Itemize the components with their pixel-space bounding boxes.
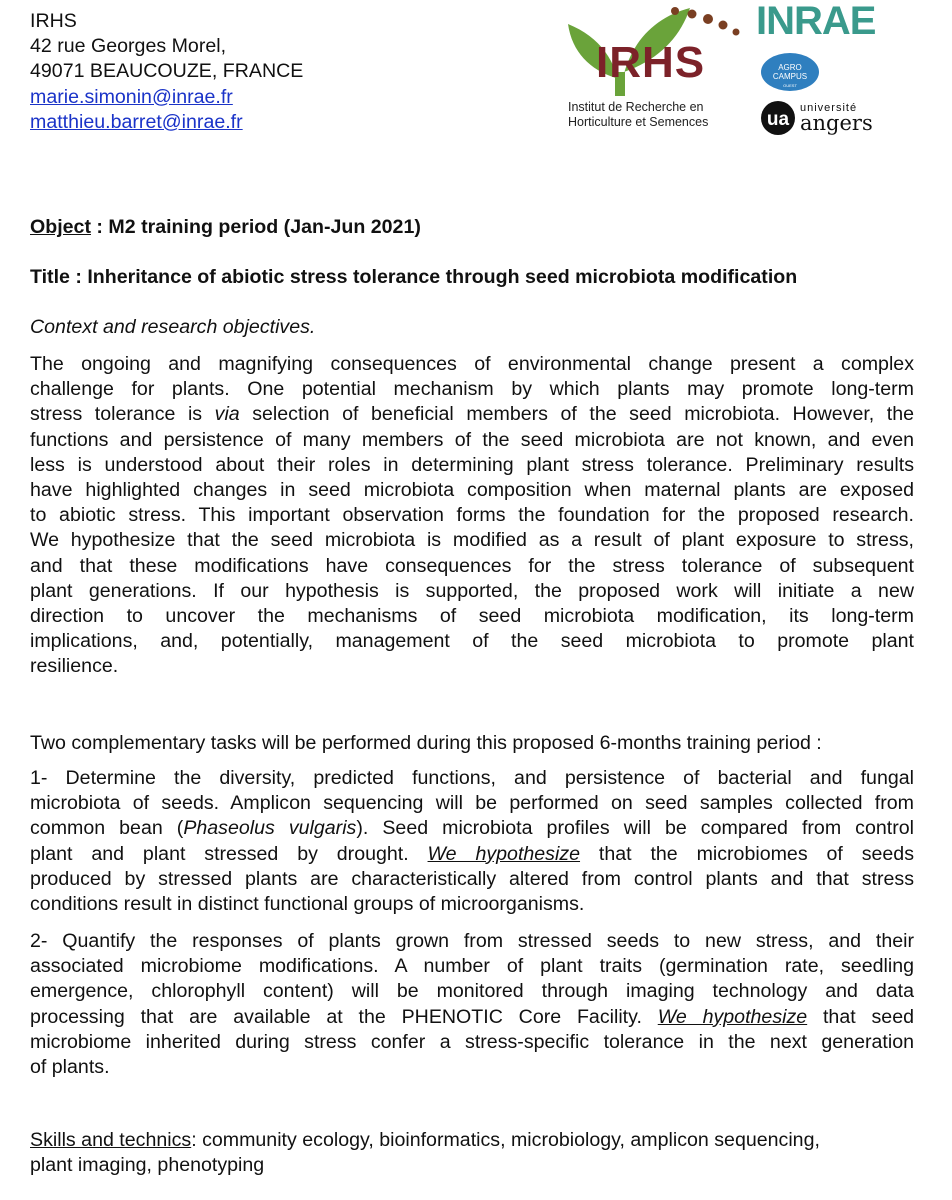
task2-line: of plants. [30, 1056, 110, 1079]
task1-line: microbiota of seeds. Amplicon sequencing will be performed on seed samples collected from [30, 792, 914, 815]
inrae-logo: INRAE [756, 0, 876, 43]
agro-text-2: CAMPUS [772, 72, 808, 81]
object-sep: : [90, 216, 109, 238]
agrocampus-logo [760, 52, 820, 92]
context-line: resilience. [30, 655, 119, 678]
irhs-logo [560, 2, 750, 134]
task-1-paragraph [30, 766, 914, 917]
task1-line: 1- Determine the diversity, predicted functions, and persistence of bacterial and fungal [30, 767, 914, 789]
task-2-paragraph [30, 929, 914, 1080]
context-line: functions and persistence of many members of the seed microbiota are not known, and even [30, 428, 914, 451]
task2-line: processing that are available at the PHENOTIC Core Facility. We hypothesize that seed [30, 1005, 914, 1028]
angers-text: angers [800, 111, 873, 135]
object-label: Object [30, 216, 91, 238]
univ-text: université [800, 102, 858, 114]
ua-mark-icon [760, 98, 890, 138]
agrocampus-badge-icon [760, 52, 820, 92]
context-line: have highlighted changes in seed microbiota composition when maternal plants are exposed [30, 479, 914, 502]
irhs-wordmark: IRHS [596, 38, 706, 87]
object-text: M2 training period (Jan-Jun 2021) [108, 216, 421, 238]
ua-text: ua [766, 109, 790, 130]
task2-line: emergence, chlorophyll content) will be monitored through imaging technology and data [30, 980, 914, 1003]
irhs-subtitle-line1: Institut de Recherche en [568, 100, 704, 114]
object-line [30, 215, 421, 240]
context-line: direction to uncover the mechanisms of seed microbiota modification, its long-term [30, 605, 914, 628]
context-line: to abiotic stress. This important observation forms the foundation for the proposed research. [30, 504, 914, 527]
context-line: challenge for plants. One potential mechanism by which plants may promote long-term [30, 378, 914, 401]
context-heading: Context and research objectives. [30, 316, 316, 338]
task2-line: microbiome inherited during stress confer a stress-specific tolerance in the next generation [30, 1030, 914, 1053]
context-line: and that these modifications have consequences for the stress tolerance of subsequent [30, 554, 914, 577]
context-line: stress tolerance is via selection of beneficial members of the seed microbiota. However, the [30, 403, 915, 426]
task2-line: associated microbiome modifications. A number of plant traits (germination rate, seedling [30, 955, 914, 978]
address-block [30, 9, 303, 135]
email-link-barret[interactable]: matthieu.barret@inrae.fr [30, 110, 243, 133]
task1-line: plant and plant stressed by drought. We hypothesize that the microbiomes of seeds [30, 842, 914, 865]
skills-label: Skills and technics [30, 1129, 192, 1151]
task1-line: produced by stressed plants are characteristically altered from control plants and that stress [30, 867, 914, 890]
task1-line: conditions result in distinct functional groups of microorganisms. [30, 893, 585, 916]
city-address: 49071 BEAUCOUZE, FRANCE [30, 60, 304, 83]
skills-section [30, 1128, 820, 1178]
street-address: 42 rue Georges Morel, [30, 35, 227, 58]
context-line: less is understood about their roles in determining plant stress tolerance. Preliminary results [30, 453, 914, 476]
task2-line: 2- Quantify the responses of plants grown from stressed seeds to new stress, and their [30, 930, 914, 952]
org-name: IRHS [30, 10, 77, 32]
irhs-subtitle-line2: Horticulture et Semences [568, 115, 709, 129]
email-link-simonin[interactable]: marie.simonin@inrae.fr [30, 85, 233, 108]
tasks-intro: Two complementary tasks will be performed during this proposed 6-months training period : [30, 732, 822, 754]
skills-text-line2: plant imaging, phenotyping [30, 1154, 265, 1177]
document-title: Title : Inheritance of abiotic stress tolerance through seed microbiota modification [30, 266, 798, 288]
agro-text: AGRO [778, 63, 802, 72]
task1-line: common bean (Phaseolus vulgaris). Seed microbiota profiles will be compared from control [30, 817, 914, 840]
agro-text-3: OUEST [783, 83, 797, 88]
context-line: plant generations. If our hypothesis is supported, the proposed work will initiate a new [30, 579, 914, 602]
context-line: The ongoing and magnifying consequences of environmental change present a complex [30, 353, 914, 375]
context-paragraph [30, 352, 914, 680]
skills-text: : community ecology, bioinformatics, microbiology, amplicon sequencing, [191, 1129, 820, 1151]
context-line: We hypothesize that the seed microbiota is modified as a result of plant exposure to stress, [30, 529, 914, 552]
universite-angers-logo [760, 98, 890, 138]
irhs-subtitle [568, 100, 708, 130]
context-line: implications, and, potentially, management of the seed microbiota to promote plant [30, 630, 914, 653]
